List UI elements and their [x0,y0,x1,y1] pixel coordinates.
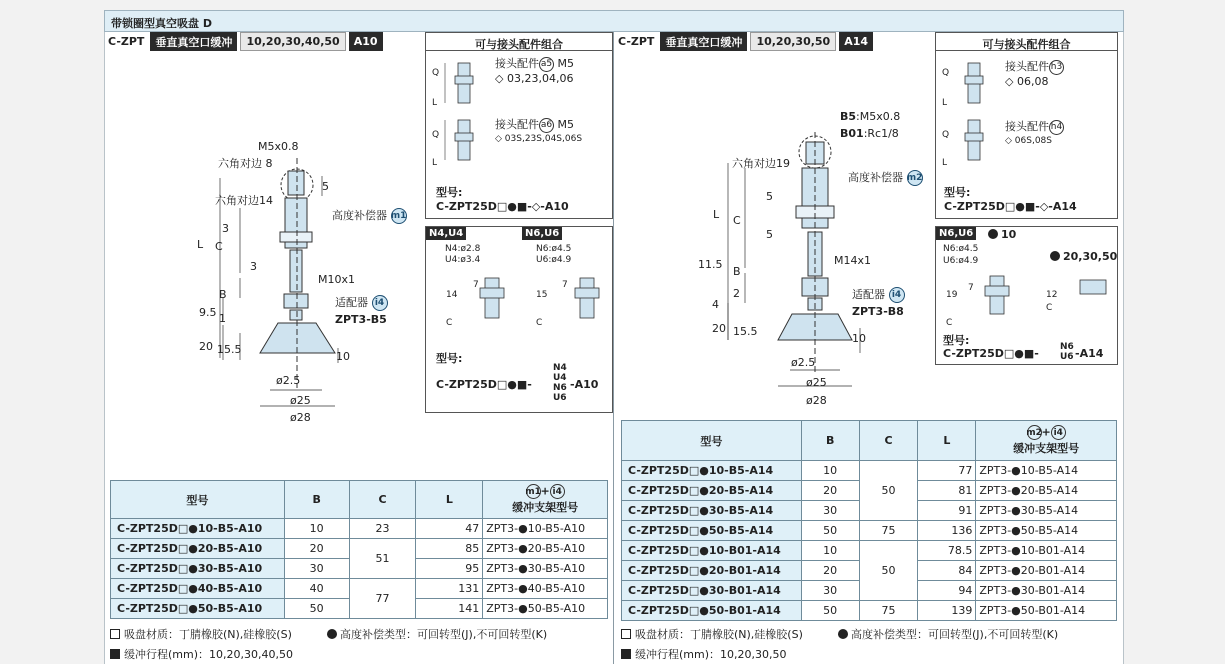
left-l2: L [432,158,438,168]
table-row: C-ZPT25D□●30-B01-A14 30 94 ZPT3-●30-B01-A14 [622,581,1117,601]
right-u6: U6:ø4.9 [943,256,979,266]
left-dim-d2-5: ø2.5 [276,374,301,387]
left-hex1-label: 六角对边 8 [218,157,273,170]
left-tag-n4u4: N4,U4 [426,227,466,240]
left-header [105,32,386,51]
right-opt10: 10 [988,228,1016,241]
left-dim-L: L [197,238,204,251]
left-dim-C: C [215,240,223,253]
section-title: 带锁圈型真空吸盘 D [104,10,1124,32]
left-note-stroke: 缓冲行程(mm)：10,20,30,40,50 [110,646,293,662]
left-fit-model: C-ZPT25D□●■-◇-A10 [436,200,569,213]
left-dim-15-5: 15.5 [217,343,242,356]
table-row: C-ZPT25D□●20-B01-A14 20 84 ZPT3-●20-B01-A14 [622,561,1117,581]
left-n6: N6:ø4.5 [536,244,572,254]
right-l2: L [942,158,948,168]
right-dim-15-5: 15.5 [733,325,758,338]
table-row: C-ZPT25D□●30-B5-A14 30 91 ZPT3-●30-B5-A14 [622,501,1117,521]
right-type: 垂直真空口缓冲 [660,32,747,51]
right-nu-drawing [950,268,1110,323]
left-n4: N4:ø2.8 [445,244,481,254]
right-nu-opts: N6 U6 [1060,342,1074,362]
left-thread-label: M5x0.8 [258,140,299,153]
left-dim-10: 10 [336,350,350,363]
left-series: C-ZPT [105,32,147,51]
left-dim-20: 20 [199,340,213,353]
right-nu-model: C-ZPT25D□●■- [943,347,1039,360]
left-th-b: B [284,481,349,519]
left-u4: U4:ø3.4 [445,255,481,265]
left-c2: C [536,318,543,328]
left-dim-3b: 3 [250,260,257,273]
right-dim-C: C [733,214,741,227]
right-dim-5a: 5 [766,190,773,203]
right-dim-4: 4 [712,298,719,311]
right-th-l: L [918,421,976,461]
left-d14: 14 [446,290,458,300]
left-th-l: L [416,481,483,519]
left-body-thread: M10x1 [318,273,355,286]
right-dim-20: 20 [712,322,726,335]
right-hex-label: 六角对边19 [732,157,790,170]
right-th-b: B [801,421,859,461]
left-nu-opts: N4 U4 N6 U6 [553,363,567,403]
left-hex2-label: 六角对边14 [215,194,273,207]
table-row: C-ZPT25D□●50-B5-A14 50 75 136 ZPT3-●50-B5-A14 [622,521,1117,541]
left-d7a: 7 [473,280,479,290]
left-c1: C [446,318,453,328]
right-th-model: 型号 [622,421,802,461]
left-l1: L [432,98,438,108]
right-series: C-ZPT [615,32,657,51]
right-spec-table [621,420,1117,621]
right-note-stroke: 缓冲行程(mm)：10,20,30,50 [621,646,787,662]
left-q1: Q [432,68,440,78]
right-d12: 12 [1046,290,1058,300]
right-code: A14 [839,32,873,51]
left-d15: 15 [536,290,548,300]
right-dim-L: L [713,208,720,221]
right-nu-suffix: -A14 [1075,347,1104,360]
left-nu-suffix: -A10 [570,378,599,391]
right-adapter-label: 适配器 i4 [852,286,905,303]
table-row: C-ZPT25D□●10-B01-A14 10 50 78.5 ZPT3-●10-B01-A14 [622,541,1117,561]
left-a6-codes: ◇ 03S,23S,04S,06S [495,134,583,144]
left-fit-model-label: 型号: [436,186,463,199]
left-nu-drawing [440,268,600,333]
left-dim-3a: 3 [222,222,229,235]
left-comp-label: 高度补偿器 m1 [332,209,407,222]
left-th-c: C [349,481,416,519]
left-th-bracket: m1+ i4 缓冲支架型号 [483,481,608,519]
right-note-comp: 高度补偿类型：可回转型(J),不可回转型(K) [838,626,1058,642]
right-fit-model: C-ZPT25D□●■-◇-A14 [944,200,1077,213]
left-u6: U6:ø4.9 [536,255,572,265]
table-row: C-ZPT25D□●40-B5-A10 40 77 131 ZPT3-●40-B5-A10 [111,579,608,599]
right-h4-codes: ◇ 06S,08S [1005,136,1052,146]
right-b5-label: B5:M5x0.8 [840,110,901,123]
right-header [615,32,876,51]
table-row: C-ZPT25D□●50-B5-A10 50 141 ZPT3-●50-B5-A10 [111,599,608,619]
right-dim-5b: 5 [766,228,773,241]
right-l1: L [942,98,948,108]
m1-tag: m1 [391,208,407,224]
left-dim-5: 5 [322,180,329,193]
right-fit-model-label: 型号: [944,186,971,199]
right-dim-2: 2 [733,287,740,300]
left-note-comp: 高度补偿类型：可回转型(J),不可回转型(K) [327,626,547,642]
right-b01-label: B01:Rc1/8 [840,127,899,140]
right-strokes: 10,20,30,50 [750,32,836,51]
left-dim-1: 1 [219,312,226,325]
left-tag-n6u6: N6,U6 [522,227,562,240]
table-row: C-ZPT25D□●20-B5-A14 20 81 ZPT3-●20-B5-A14 [622,481,1117,501]
right-dim-11-5: 11.5 [698,258,723,271]
left-fittings-title: 可与接头配件组合 [426,33,612,51]
column-divider [613,32,614,664]
right-body-thread: M14x1 [834,254,871,267]
right-q2: Q [942,130,950,140]
left-a6-label: 接头配件 a6 M5 [495,118,574,131]
right-note-material: 吸盘材质：丁腈橡胶(N),硅橡胶(S) [621,626,803,642]
right-th-c: C [859,421,918,461]
left-strokes: 10,20,30,40,50 [240,32,345,51]
left-nu-model: C-ZPT25D□●■- [436,378,532,391]
left-adapter-label: 适配器 i4 [335,294,388,311]
table-row: C-ZPT25D□●10-B5-A10 10 23 47 ZPT3-●10-B5-A10 [111,519,608,539]
right-dim-d2-5: ø2.5 [791,356,816,369]
right-h4-label: 接头配件 h4 [1005,120,1063,133]
right-dim-B: B [733,265,741,278]
left-a5-codes: ◇ 03,23,04,06 [495,72,574,85]
right-th-bracket: m2+ i4 缓冲支架型号 [976,421,1117,461]
right-d19: 19 [946,290,958,300]
table-row: C-ZPT25D□●10-B5-A14 10 50 77 ZPT3-●10-B5-A14 [622,461,1117,481]
left-dim-9-5: 9.5 [199,306,217,319]
left-th-model: 型号 [111,481,285,519]
left-a5-label: 接头配件 a5 M5 [495,57,574,70]
left-nu-model-label: 型号: [436,352,463,365]
right-q1: Q [942,68,950,78]
left-note-material: 吸盘材质：丁腈橡胶(N),硅橡胶(S) [110,626,292,642]
left-q2: Q [432,130,440,140]
right-h3-label: 接头配件 h3 [1005,60,1063,73]
right-tag-n6u6: N6,U6 [936,227,976,240]
left-dim-d28: ø28 [290,411,311,424]
left-type: 垂直真空口缓冲 [150,32,237,51]
right-h3-codes: ◇ 06,08 [1005,75,1049,88]
right-c1: C [946,318,953,328]
table-row: C-ZPT25D□●50-B01-A14 50 75 139 ZPT3-●50-B01-A14 [622,601,1117,621]
right-fittings-title: 可与接头配件组合 [936,33,1117,51]
right-n6: N6:ø4.5 [943,244,979,254]
right-comp-label: 高度补偿器 m2 [848,171,923,184]
table-row: C-ZPT25D□●20-B5-A10 20 51 85 ZPT3-●20-B5-A10 [111,539,608,559]
left-d7b: 7 [562,280,568,290]
left-spec-table [110,480,608,619]
right-dim-d25: ø25 [806,376,827,389]
left-adapter-model: ZPT3-B5 [335,313,387,326]
right-nu-model-label: 型号: [943,334,970,347]
left-code: A10 [349,32,383,51]
left-dim-B: B [219,288,227,301]
table-row: C-ZPT25D□●30-B5-A10 30 95 ZPT3-●30-B5-A10 [111,559,608,579]
m2-tag: m2 [907,170,923,186]
right-dim-d28: ø28 [806,394,827,407]
right-opt-other: 20,30,50 [1050,250,1117,263]
right-dim-10: 10 [852,332,866,345]
right-c2: C [1046,303,1053,313]
left-dim-d25: ø25 [290,394,311,407]
right-adapter-model: ZPT3-B8 [852,305,904,318]
right-d7: 7 [968,283,974,293]
